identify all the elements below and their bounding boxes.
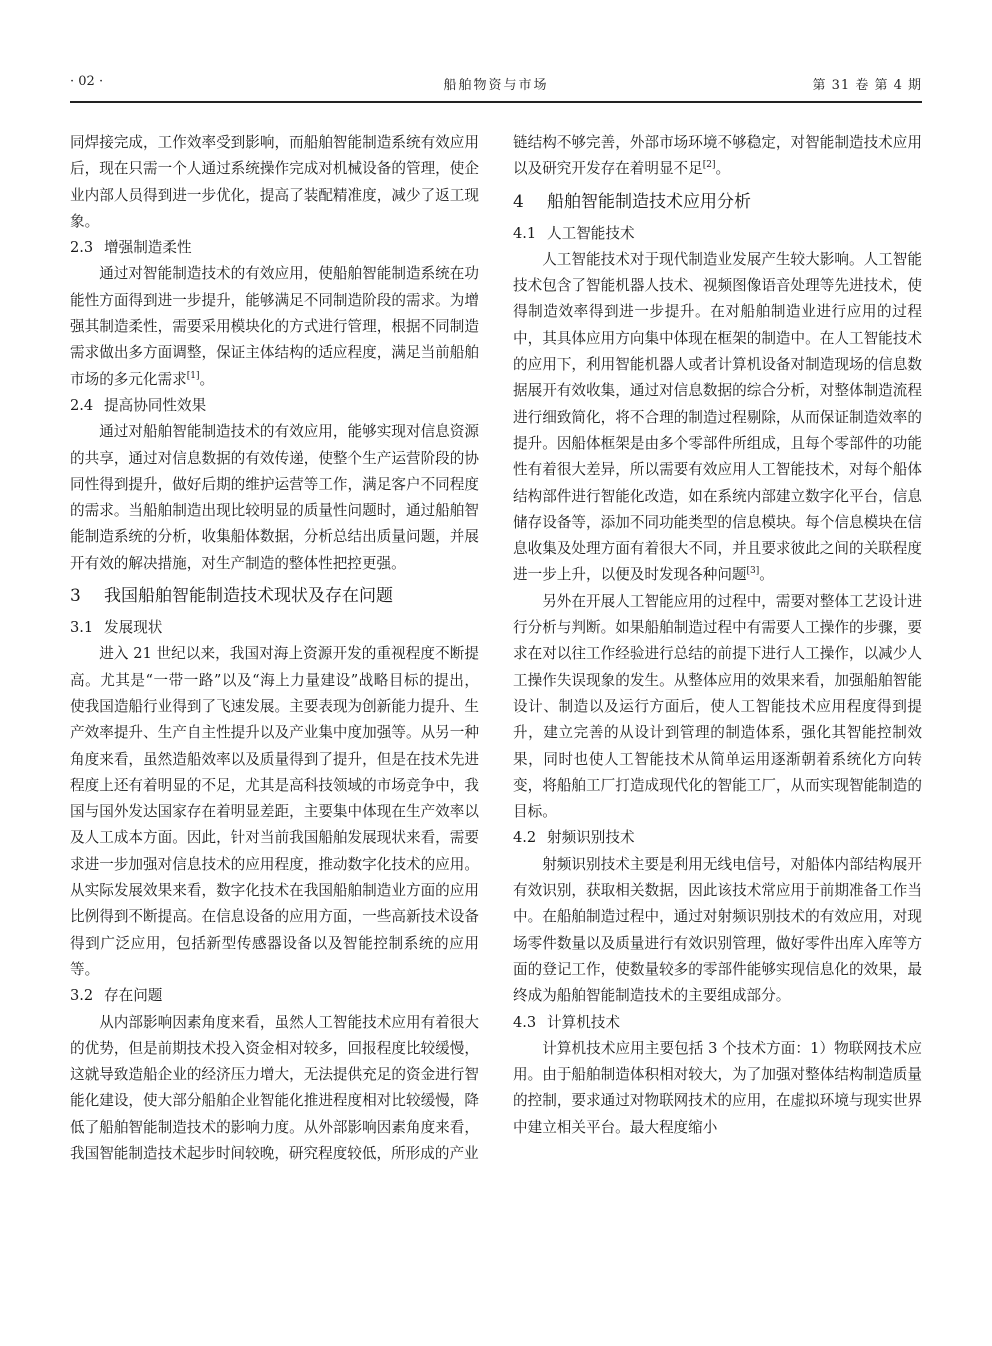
paragraph: 通过对船舶智能制造技术的有效应用，能够实现对信息资源的共享，通过对信息数据的有效传递，使整个生产运营阶段的协同性得到提升，做好后期的维护运营等工作，满足客户不同程度的需求。当船舶制造出现比较明显的质量性问题时，通过船舶智能制造系统的分析，收集船体数据，分析总结出质量问题，并展开有效的解决措施，对生产制造的整体性把控更强。: [70, 423, 479, 572]
section-number: 4.3: [513, 1013, 537, 1031]
section-heading-2-4: [70, 393, 479, 419]
paragraph: 进入 21 世纪以来，我国对海上资源开发的重视程度不断提高。尤其是“一带一路”以及“海上力量建设”战略目标的提出，使我国造船行业得到了飞速发展。主要表现为创新能力提升、生产效率提升、生产自主性提升以及产业集中度加强等。从另一种角度来看，虽然造船效率以及质量得到了提升，但是在技术先进程度上还有着明显的不足，尤其是高科技领域的市场竞争中，我国与国外发达国家存在着明显差距，主要集中体现在生产效率以及人工成本方面。因此，针对当前我国船舶发展现状来看，需要求进一步加强对信息技术的应用程度，推动数字化技术的应用。从实际发展效果来看，数字化技术在我国船舶制造业方面的应用比例得到不断提高。在信息设备的应用方面，一些高新技术设备得到广泛应用，包括新型传感器设备以及智能控制系统的应用等。: [70, 645, 479, 978]
paragraph: [513, 130, 922, 183]
section-heading-3: [70, 583, 479, 609]
paragraph: 另外在开展人工智能应用的过程中，需要对整体工艺设计进行分析与判断。如果船舶制造过程中有需要人工操作的步骤，要求在对以往工作经验进行总结的前提下进行人工操作，以减少人工操作失误现象的发生。从整体应用的效果来看，加强船舶智能设计、制造以及运行方面后，使人工智能技术应用程度得到提升，建立完善的从设计到管理的制造体系，强化其智能控制效果，同时也使人工智能技术从简单运用逐渐朝着系统化方向转变，将船舶工厂打造成现代化的智能工厂，从而实现智能制造的目标。: [513, 592, 922, 821]
section-number: 3.1: [70, 619, 94, 637]
issue-label: 第 31 卷 第 4 期: [812, 78, 922, 93]
paragraph: 射频识别技术主要是利用无线电信号，对船体内部结构展开有效识别，获取相关数据，因此该技术常应用于前期准备工作当中。在船舶制造过程中，通过对射频识别技术的有效应用，对现场零件数量以及质量进行有效识别管理，做好零件出库入库等方面的登记工作，使数量较多的零部件能够实现信息化的效果，最终成为船舶智能制造技术的主要组成部分。: [513, 855, 922, 1005]
section-heading-3-1: [70, 615, 479, 641]
section-title: 人工智能技术: [547, 224, 635, 242]
paragraph-text: 通过对智能制造技术的有效应用，使船舶智能制造系统在功能性方面得到进一步提升，能够满足不同制造阶段的需求。为增强其制造柔性，需要采用模块化的方式进行管理，根据不同制造需求做出多方面调整，保证主体结构的适应程度，满足当前船舶市场的多元化需求: [70, 265, 479, 388]
paragraph-text: 链结构不够完善，外部市场环境不够稳定，对智能制造技术应用以及研究开发存在着明显不足: [513, 134, 922, 178]
section-title: 射频识别技术: [547, 829, 635, 847]
paragraph-end: 。: [715, 160, 731, 178]
page-number: · 02 ·: [70, 74, 104, 89]
paragraph: 计算机技术应用主要包括 3 个技术方面：1）物联网技术应用。由于船舶制造体积相对较大，为了加强对整体结构制造质量的控制，要求通过对物联网技术的应用，在虚拟环境与现实世界中建立相关平台。最大程度缩小: [513, 1039, 922, 1136]
section-title: 船舶智能制造技术应用分析: [547, 191, 751, 212]
paragraph-text: 人工智能技术对于现代制造业发展产生较大影响。人工智能技术包含了智能机器人技术、视频图像语音处理等先进技术，使得制造效率得到进一步提升。在对船舶制造业进行应用的过程中，其具体应用方向集中体现在框架的制造中。在人工智能技术的应用下，利用智能机器人或者计算机设备对制造现场的信息数据展开有效收集，通过对信息数据的综合分析，对整体制造流程进行细致简化，将不合理的制造过程剔除，从而保证制造效率的提升。因船体框架是由多个零部件所组成，且每个零部件的功能性有着很大差异，所以需要有效应用人工智能技术，对每个船体结构部件进行智能化改造，如在系统内部建立数字化平台，信息储存设备等，添加不同功能类型的信息模块。每个信息模块在信息收集及处理方面有着很大不同，并且要求彼此之间的关联程度进一步上升，以便及时发现各种问题: [513, 250, 922, 584]
header-rule: [70, 101, 922, 103]
right-column: [513, 130, 922, 1141]
section-heading-4-1: [513, 221, 922, 247]
citation-ref: [1]: [186, 370, 200, 381]
journal-title: 船舶物资与市场: [443, 78, 549, 93]
section-number: 3.2: [70, 987, 94, 1005]
paragraph: 同焊接完成，工作效率受到影响，而船舶智能制造系统有效应用后，现在只需一个人通过系统操作完成对机械设备的管理，使企业内部人员得到进一步优化，提高了装配精准度，减少了返工现象。: [70, 134, 479, 230]
section-heading-4-2: [513, 825, 922, 851]
section-number: 2.4: [70, 396, 94, 414]
section-number: 4: [513, 191, 524, 212]
running-header: [70, 70, 922, 96]
paragraph: [70, 261, 479, 392]
section-title: 发展现状: [104, 619, 163, 637]
section-number: 4.1: [513, 224, 537, 242]
left-column: [70, 130, 479, 1167]
section-heading-4-3: [513, 1010, 922, 1036]
section-title: 提高协同性效果: [104, 396, 207, 414]
section-number: 3: [70, 586, 81, 607]
citation-ref: [3]: [746, 566, 760, 577]
paragraph: [513, 247, 922, 589]
paragraph-end: 。: [199, 370, 215, 388]
paragraph-end: 。: [759, 566, 774, 584]
section-heading-2-3: [70, 235, 479, 261]
section-number: 4.2: [513, 829, 537, 847]
section-title: 计算机技术: [547, 1013, 620, 1031]
section-title: 增强制造柔性: [104, 239, 192, 257]
section-heading-3-2: [70, 983, 479, 1009]
section-title: 我国船舶智能制造技术现状及存在问题: [104, 586, 393, 607]
paragraph: 从内部影响因素角度来看，虽然人工智能技术应用有着很大的优势，但是前期技术投入资金相对较多，回报程度比较缓慢，这就导致造船企业的经济压力增大，无法提供充足的资金进行智能化建设，使大部分船舶企业智能化推进程度相对比较缓慢，降低了船舶智能制造技术的影响力度。从外部影响因素角度来看，我国智能制造技术起步时间较晚，研究程度较低，所形成的产业: [70, 1013, 479, 1162]
citation-ref: [2]: [702, 160, 716, 171]
section-number: 2.3: [70, 239, 94, 257]
section-heading-4: [513, 189, 922, 215]
section-title: 存在问题: [104, 987, 163, 1005]
